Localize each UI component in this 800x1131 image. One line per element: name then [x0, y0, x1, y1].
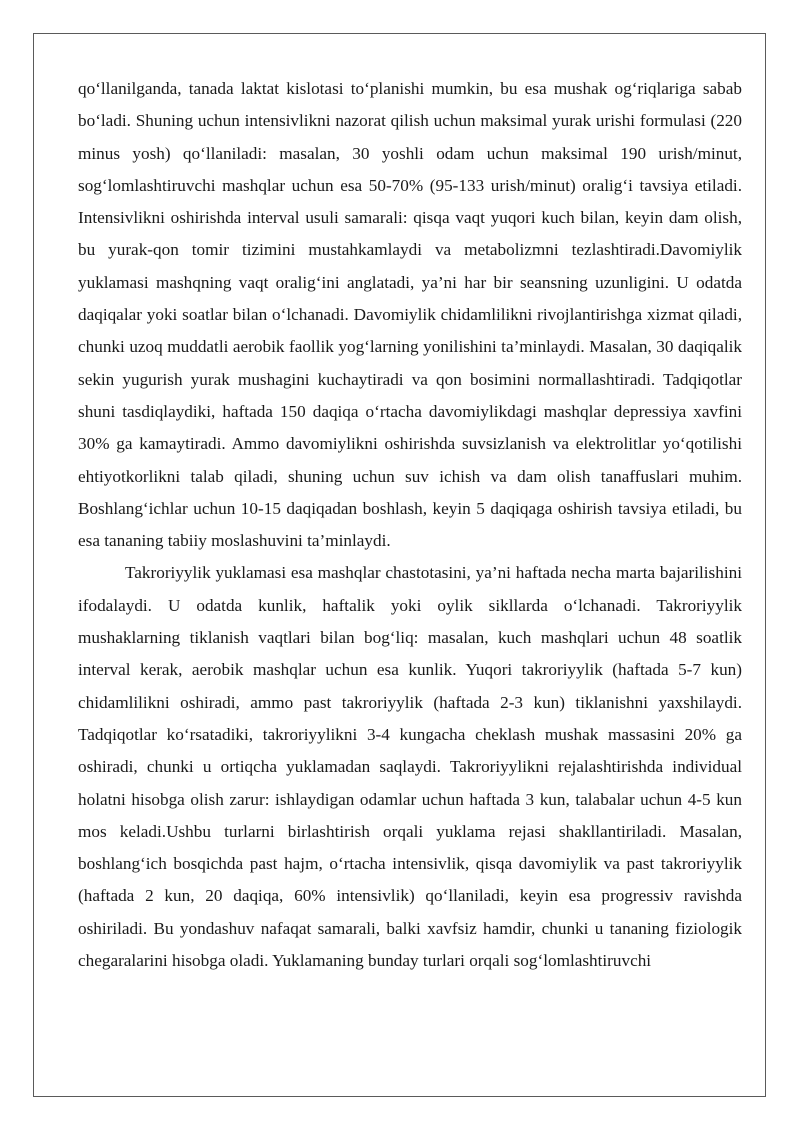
- document-body: [78, 73, 742, 977]
- paragraph-2: Takroriyylik yuklamasi esa mashqlar chastotasini, ya’ni haftada necha marta bajarilishini ifodalaydi. U odatda kunlik, haftalik yoki oylik sikllarda o‘lchanadi. Takroriyylik mushaklarning tiklanish vaqtlari bilan bog‘liq: masalan, kuch mashqlari uchun 48 soatlik interval kerak, aerobik mashqlar uchun esa kunlik. Yuqori takroriyylik (haftada 5-7 kun) chidamlilikni oshiradi, ammo past takroriyylik (haftada 2-3 kun) tiklanishni yaxshilaydi. Tadqiqotlar ko‘rsatadiki, takroriyylikni 3-4 kungacha cheklash mushak massasini 20% ga oshiradi, chunki u ortiqcha yuklamadan saqlaydi. Takroriyylikni rejalashtirishda individual holatni hisobga olish zarur: ishlaydigan odamlar uchun haftada 3 kun, talabalar uchun 4-5 kun mos keladi.Ushbu turlarni birlashtirish orqali yuklama rejasi shakllantiriladi. Masalan, boshlang‘ich bosqichda past hajm, o‘rtacha intensivlik, qisqa davomiylik va past takroriyylik (haftada 2 kun, 20 daqiqa, 60% intensivlik) qo‘llaniladi, keyin esa progressiv ravishda oshiriladi. Bu yondashuv nafaqat samarali, balki xavfsiz hamdir, chunki u tananing fiziologik chegaralarini hisobga oladi. Yuklamaning bunday turlari orqali sog‘lomlashtiruvchi: [78, 563, 742, 971]
- paragraph-1: qo‘llanilganda, tanada laktat kislotasi to‘planishi mumkin, bu esa mushak og‘riqlariga sabab bo‘ladi. Shuning uchun intensivlikni nazorat qilish uchun maksimal yurak urishi formulasi (220 minus yosh) qo‘llaniladi: masalan, 30 yoshli odam uchun maksimal 190 urish/minut, sog‘lomlashtiruvchi mashqlar uchun esa 50-70% (95-133 urish/minut) oralig‘i tavsiya etiladi. Intensivlikni oshirishda interval usuli samarali: qisqa vaqt yuqori kuch bilan, keyin dam olish, bu yurak-qon tomir tizimini mustahkamlaydi va metabolizmni tezlashtiradi.Davomiylik yuklamasi mashqning vaqt oralig‘ini anglatadi, ya’ni har bir seansning uzunligini. U odatda daqiqalar yoki soatlar bilan o‘lchanadi. Davomiylik chidamlilikni rivojlantirishga xizmat qiladi, chunki uzoq muddatli aerobik faollik yog‘larning yonilishini ta’minlaydi. Masalan, 30 daqiqalik sekin yugurish yurak mushagini kuchaytiradi va qon bosimini normallashtiradi. Tadqiqotlar shuni tasdiqlaydiki, haftada 150 daqiqa o‘rtacha davomiylikdagi mashqlar depressiya xavfini 30% ga kamaytiradi. Ammo davomiylikni oshirishda suvsizlanish va elektrolitlar yo‘qotilishi ehtiyotkorlikni talab qiladi, shuning uchun suv ichish va dam olish tanaffuslari muhim. Boshlang‘ichlar uchun 10-15 daqiqadan boshlash, keyin 5 daqiqaga oshirish tavsiya etiladi, bu esa tananing tabiiy moslashuvini ta’minlaydi.: [78, 79, 742, 551]
